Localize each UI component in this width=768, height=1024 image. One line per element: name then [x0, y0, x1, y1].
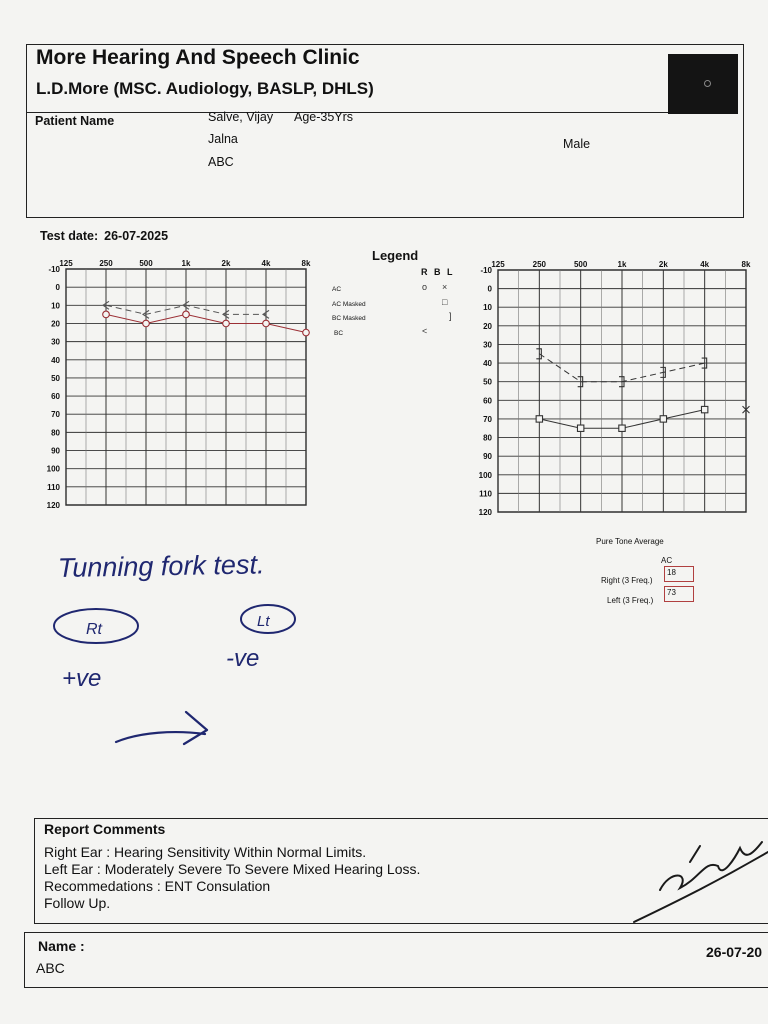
comment-line-left-ear: Left Ear : Moderately Severe To Severe Mixed Hearing Loss. — [44, 861, 421, 877]
patient-gender: Male — [563, 137, 591, 151]
report-comments-title: Report Comments — [44, 821, 166, 837]
db-tick-label: 80 — [483, 433, 492, 443]
handwritten-rt: Rt — [86, 621, 102, 638]
frequency-tick-label: 125 — [491, 260, 505, 269]
db-tick-label: 50 — [483, 377, 492, 387]
db-tick-label: 30 — [483, 340, 492, 350]
footer-name-label: Name : — [38, 938, 85, 954]
handwritten-minus: -ve — [226, 645, 260, 672]
legend-header: R B L — [421, 267, 455, 277]
patient-age: Age-35Yrs — [294, 110, 354, 124]
legend-label-ac-masked: AC Masked — [332, 301, 366, 308]
db-tick-label: 100 — [478, 470, 492, 480]
db-tick-label: 50 — [51, 373, 60, 383]
db-tick-label: 120 — [46, 501, 60, 510]
comment-line-follow-up: Follow Up. — [44, 895, 111, 911]
pta-column-header: AC — [661, 556, 673, 565]
patient-city: Jalna — [208, 132, 238, 146]
handwritten-plus: +ve — [62, 665, 102, 692]
legend-label-bc-masked: BC Masked — [332, 315, 366, 322]
db-tick-label: -10 — [480, 266, 492, 275]
clinic-name: More Hearing And Speech Clinic — [36, 46, 360, 69]
frequency-tick-label: 8k — [301, 259, 311, 268]
db-tick-label: 0 — [55, 283, 60, 293]
db-tick-label: 20 — [483, 321, 492, 331]
frequency-tick-label: 1k — [617, 260, 627, 269]
patient-name-label: Patient Name — [35, 114, 115, 128]
pta-title: Pure Tone Average — [596, 537, 664, 546]
db-tick-label: 20 — [51, 319, 60, 329]
comment-line-right-ear: Right Ear : Hearing Sensitivity Within Normal Limits. — [44, 844, 367, 860]
db-tick-label: 100 — [46, 464, 60, 474]
name-box — [24, 932, 768, 988]
db-tick-label: 120 — [478, 508, 492, 517]
db-tick-label: 70 — [51, 410, 60, 420]
db-tick-label: 10 — [483, 303, 492, 313]
legend-bc-masked-bracket-icon: ] — [449, 311, 452, 321]
frequency-tick-label: 500 — [139, 259, 153, 268]
frequency-tick-label: 250 — [532, 260, 547, 269]
pta-left-value: 73 — [664, 586, 694, 602]
handwritten-title: Tunning fork test. — [57, 549, 265, 583]
legend-label-ac: AC — [332, 286, 342, 293]
frequency-tick-label: 8k — [741, 260, 751, 269]
db-tick-label: 90 — [51, 446, 60, 456]
legend-bc-less-than-icon: < — [422, 326, 428, 336]
db-tick-label: 30 — [51, 337, 60, 347]
frequency-tick-label: 4k — [261, 259, 271, 268]
signature-stroke — [634, 842, 768, 922]
db-tick-label: 0 — [487, 284, 492, 294]
legend-label-bc: BC — [334, 330, 344, 337]
db-tick-label: 110 — [479, 489, 492, 499]
db-tick-label: 80 — [51, 428, 60, 438]
patient-name: Salve, Vijay — [208, 110, 274, 124]
db-tick-label: 90 — [483, 452, 492, 462]
comment-line-recommendation: Recommedations : ENT Consulation — [44, 878, 271, 894]
patient-ref: ABC — [208, 155, 234, 169]
frequency-tick-label: 125 — [59, 259, 73, 268]
frequency-tick-label: 2k — [658, 260, 668, 269]
db-tick-label: -10 — [48, 265, 60, 274]
footer-date: 26-07-20 — [706, 944, 763, 960]
clinic-owner: L.D.More (MSC. Audiology, BASLP, DHLS) — [36, 79, 374, 98]
pta-right-label: Right (3 Freq.) — [601, 576, 653, 585]
legend-ac-left-cross-icon: × — [442, 282, 448, 292]
handwritten-lt: Lt — [257, 613, 270, 630]
frequency-tick-label: 1k — [181, 259, 191, 268]
test-date-value: 26-07-2025 — [104, 229, 169, 243]
frequency-tick-label: 250 — [99, 259, 113, 268]
db-tick-label: 60 — [51, 392, 60, 402]
legend-ac-masked-square-icon: □ — [442, 297, 448, 307]
test-date-label: Test date: — [40, 229, 99, 243]
db-tick-label: 70 — [483, 414, 492, 424]
frequency-tick-label: 2k — [221, 259, 231, 268]
pta-right-value: 18 — [664, 566, 694, 582]
legend-title: Legend — [372, 248, 419, 263]
db-tick-label: 10 — [51, 301, 60, 311]
footer-name-value: ABC — [36, 960, 65, 976]
pta-left-label: Left (3 Freq.) — [607, 596, 654, 605]
legend-ac-right-circle-icon: o — [422, 282, 428, 292]
db-tick-label: 110 — [47, 482, 60, 492]
db-tick-label: 40 — [483, 359, 492, 369]
db-tick-label: 40 — [51, 355, 60, 365]
frequency-tick-label: 4k — [700, 260, 710, 269]
frequency-tick-label: 500 — [573, 260, 588, 269]
db-tick-label: 60 — [483, 396, 492, 406]
